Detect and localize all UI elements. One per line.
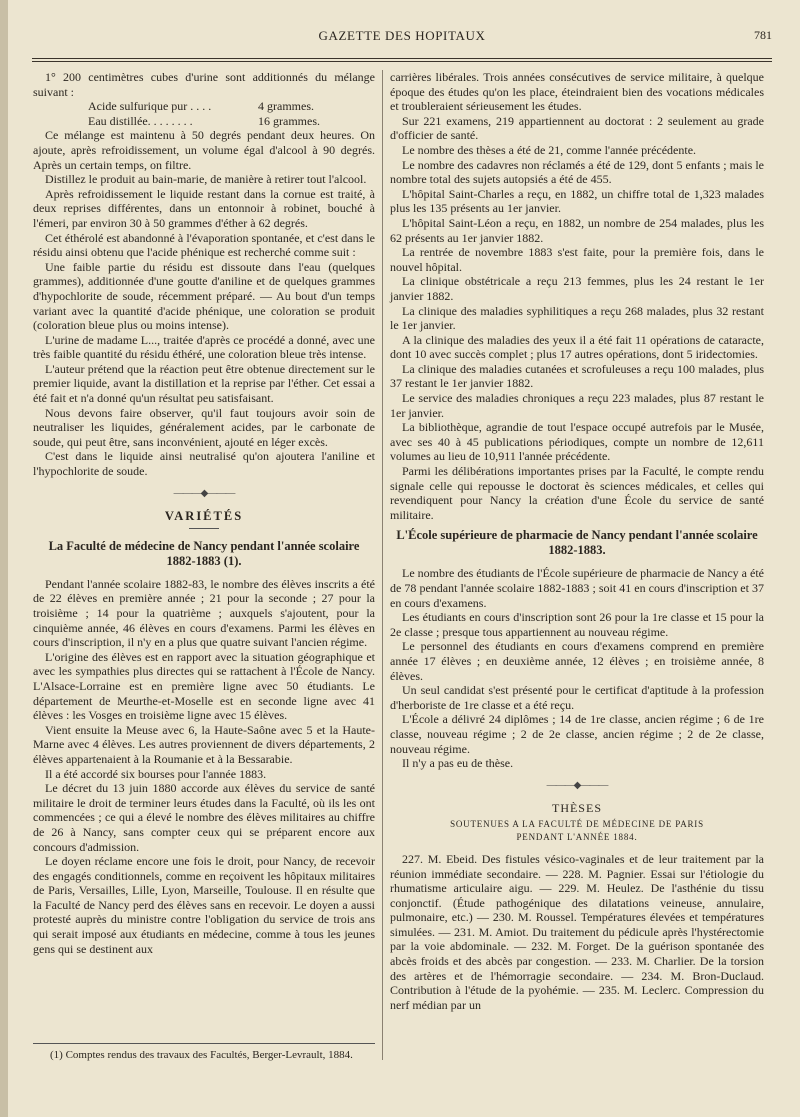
paragraph: Une faible partie du résidu est dissoute dans l'eau (quelques grammes), additionnée d'une goutte d'aniline et de quelques grammes d'hypochlorite de soude, récemment préparé. — Au bout d'un temps variant avec la quantité d'acide phénique, une coloration se produit (coloration bleue plus ou moins intense). — [33, 259, 375, 333]
recipe-ingredient: Eau distillée. . . . . . . . — [88, 113, 193, 128]
running-title: GAZETTE DES HOPITAUX — [318, 28, 486, 43]
paragraph: L'origine des élèves est en rapport avec la situation géographique et avec les sympathies plus directes qui se rattachent à l'École de Nancy. L'Alsace-Lorraine est en première ligne avec 50 étudiants. Le département de Meurthe-et-Moselle est en seconde ligne avec 41 élèves : les Vosges en troisième ligne avec 15 élèves. — [33, 649, 375, 723]
column-divider — [382, 70, 383, 1060]
theses-list: 227. M. Ebeid. Des fistules vésico-vaginales et de leur traitement par la réunion immédiate secondaire. — 228. M. Pagnier. Essai sur l'étiologie du rhumatisme articulaire aigu. — 229. M. Heulez. De l'asthénie du tissu conjonctif. (Étude pathogénique des dilatations veineuse, annulaire, pulmonaire, etc.) — 230. M. Roussel. Températures élevées et températures simulées. — 231. M. Amiot. Du traitement du pédicule après l'hystérectomie par la voie abdominale. — 232. M. Forget. De la guérison spontanée des abcès froids et des abcès par congestion. — 233. M. Charlier. De la torsion des artères et de l'hémorragie secondaire. — 234. M. Bron-Duclaud. Contribution à l'étude de la pyohémie. — 235. M. Leclerc. Compression du nerf médian par un — [390, 851, 764, 1012]
paragraph: La clinique des maladies syphilitiques a reçu 268 malades, plus 32 restant le 1er janvier. — [390, 303, 764, 333]
paragraph: Le doyen réclame encore une fois le droit, pour Nancy, de recevoir des engagés conditionnels, comme en reçoivent les hôpitaux militaires de Paris, Versailles, Lille, Lyon, Marseille, Toulouse. Il en résulte que la Faculté de Nancy perd des élèves sans en recevoir. Le doyen a aussi protesté auprès du ministre contre l'obligation du service de trois ans qui serait imposé aux étudiants en médecine, comme à tous les jeunes gens qui se destinent aux — [33, 854, 375, 956]
paragraph: L'urine de madame L..., traitée d'après ce procédé a donné, avec une très faible quantité du résidu éthéré, une coloration bleue très intense. — [33, 332, 375, 362]
paragraph: L'hôpital Saint-Léon a reçu, en 1882, un nombre de 254 malades, plus les 62 présents au 1er janvier 1882. — [390, 215, 764, 245]
article-title: La Faculté de médecine de Nancy pendant l'année scolaire 1882-1883 (1). — [48, 538, 360, 568]
paragraph: Sur 221 examens, 219 appartiennent au doctorat : 2 seulement au grade d'officier de santé. — [390, 113, 764, 143]
section-ornament: ———◆——— — [173, 487, 235, 499]
paragraph: Il n'y a pas eu de thèse. — [402, 756, 514, 771]
footnote: (1) Comptes rendus des travaux des Facultés, Berger-Levrault, 1884. — [50, 1049, 353, 1061]
paragraph: La rentrée de novembre 1883 s'est faite, pour la première fois, dans le nouvel hôpital. — [390, 245, 764, 274]
paragraph: Parmi les délibérations importantes prises par la Faculté, le compte rendu signale celle qui repousse le doctorat ès sciences médicales, et celles qui revendiquent pour Nancy la création d'une École du service de santé militaire. — [390, 464, 764, 522]
paragraph: La bibliothèque, agrandie de tout l'espace occupé autrefois par le Musée, avec ses 40 à 45 publications périodiques, compte un nombre de 12,611 volumes au lieu de 10,911 l'année précédente. — [390, 420, 764, 464]
header-rule-top — [32, 58, 772, 59]
theses-subtitle — [390, 818, 764, 844]
paragraph: Nous devons faire observer, qu'il faut toujours avoir soin de neutraliser les liquides, généralement acides, par le carbonate de soude, qui peut être, sans inconvénient, ajouté en léger excès. — [33, 405, 375, 449]
article-title: L'École supérieure de pharmacie de Nancy pendant l'année scolaire 1882-1883. — [396, 528, 758, 558]
page-number: 781 — [754, 28, 772, 42]
paragraph: carrières libérales. Trois années consécutives de service militaire, à quelque époque des études qu'on les place, éteindraient bien des vocations médicales et troubleraient sérieusement les études. — [390, 70, 764, 114]
paragraph: Vient ensuite la Meuse avec 6, la Haute-Saône avec 5 et la Haute-Marne avec 4 élèves. Les autres proviennent de divers départements, 2 élèves appartenaient à la Roumanie et à la Bessarabie. — [33, 722, 375, 766]
paragraph: Le nombre des cadavres non réclamés a été de 129, dont 5 enfants ; mais le nombre total des sujets autopsiés a été de 455. — [390, 157, 764, 187]
paragraph: Le nombre des étudiants de l'École supérieure de pharmacie de Nancy a été de 78 pendant l'année scolaire 1882-1883 ; soit 41 en cours d'inscription et 37 en cours d'examens. — [390, 566, 764, 610]
paragraph: La clinique des maladies cutanées et scrofuleuses a reçu 100 malades, plus 37 restant le 1er janvier 1882. — [390, 361, 764, 391]
paragraph: Les étudiants en cours d'inscription sont 26 pour la 1re classe et 15 pour la 2e classe ; presque tous appartiennent au nouveau régime. — [390, 610, 764, 639]
paragraph: L'École a délivré 24 diplômes ; 14 de 1re classe, ancien régime ; 6 de 1re classe, nouveau régime ; 2 de 2e classe, ancien régime ; 2 de 2e classe, nouveau régime. — [390, 712, 764, 756]
theses-title: THÈSES — [551, 801, 602, 816]
section-title: VARIÉTÉS — [164, 509, 244, 524]
paragraph: Il a été accordé six bourses pour l'année 1883. — [45, 766, 267, 781]
recipe-quantity: 4 grammes. — [258, 99, 314, 114]
short-rule — [189, 528, 219, 529]
recipe-quantity: 16 grammes. — [258, 113, 320, 128]
paragraph: A la clinique des maladies des yeux il a été fait 11 opérations de cataracte, dont 10 avec succès complet ; plus 17 autres opérations, dont 5 iridectomies. — [390, 332, 764, 362]
left-column — [33, 70, 375, 956]
paragraph: Après refroidissement le liquide restant dans la cornue est traité, à deux reprises différentes, dans un entonnoir à robinet, bouché à l'émeri, par environ 30 à 50 grammes d'éther à 62 degrés. — [33, 186, 375, 230]
paragraph: L'auteur prétend que la réaction peut être obtenue directement sur le premier liquide, avant la distillation et la reprise par l'éther. Cet essai a été fait et n'a donné qu'un résultat peu satisfaisant. — [33, 361, 375, 406]
paragraph: C'est dans le liquide ainsi neutralisé qu'on ajoutera l'aniline et l'hypochlorite de soude. — [33, 449, 375, 479]
recipe-row — [88, 114, 375, 129]
binding-edge — [0, 0, 8, 1117]
recipe-row — [88, 99, 375, 114]
section-ornament: ———◆——— — [546, 779, 608, 791]
recipe — [33, 99, 375, 128]
intro-paragraph: 1° 200 centimètres cubes d'urine sont additionnés du mélange suivant : — [33, 70, 375, 99]
paragraph: Un seul candidat s'est présenté pour le certificat d'aptitude à la profession d'herboriste de 1re classe et a été reçu. — [390, 683, 764, 712]
paragraph: L'hôpital Saint-Charles a reçu, en 1882, un chiffre total de 1,323 malades plus les 135 présents au 1er janvier. — [390, 186, 764, 216]
theses-subtitle-line: SOUTENUES A LA FACULTÉ DE MÉDECINE DE PARIS — [450, 818, 704, 829]
recipe-ingredient: Acide sulfurique pur . . . . — [88, 99, 212, 114]
right-column — [390, 70, 764, 1012]
paragraph: Le décret du 13 juin 1880 accorde aux élèves du service de santé militaire le droit de terminer leurs études dans la Faculté, où ils les ont commencées ; ce qui a élevé le nombre des élèves militaires au chiffre de 26 à Nancy, sans compter ceux qui se préparent encore aux concours d'admission. — [33, 781, 375, 854]
paragraph: Pendant l'année scolaire 1882-83, le nombre des élèves inscrits a été de 22 élèves en première année ; 21 pour la seconde ; 27 pour la troisième ; 14 pour la quatrième ; auxquels s'ajoutent, pour la cinquième année, 46 élèves en cours d'examens. Parmi les élèves en cours d'inscription, il n'y en a plus que quatre suivant l'ancien régime. — [33, 576, 375, 650]
paragraph: Ce mélange est maintenu à 50 degrés pendant deux heures. On ajoute, après refroidissement, un volume égal d'alcool à 90 degrés. Après un certain temps, on filtre. — [33, 128, 375, 172]
paragraph: Le personnel des étudiants en cours d'examens comprend en première année 17 élèves ; en deuxième année, 12 élèves ; en troisième année, 8 élèves. — [390, 639, 764, 683]
paragraph: Le nombre des thèses a été de 21, comme l'année précédente. — [402, 142, 697, 157]
paragraph: Le service des maladies chroniques a reçu 223 malades, plus 87 restant le 1er janvier. — [390, 391, 764, 420]
theses-subtitle-line: PENDANT L'ANNÉE 1884. — [516, 831, 638, 842]
header-rule-bottom — [32, 61, 772, 62]
paragraph: La clinique obstétricale a reçu 213 femmes, plus les 24 restant le 1er janvier 1882. — [390, 274, 764, 303]
footnote-rule — [33, 1043, 375, 1044]
paragraph: Cet éthérolé est abandonné à l'évaporation spontanée, et c'est dans le résidu ainsi obtenu que l'acide phénique est recherché comme suit : — [33, 230, 375, 260]
paragraph: Distillez le produit au bain-marie, de manière à retirer tout l'alcool. — [45, 172, 367, 187]
page-header — [32, 28, 772, 50]
